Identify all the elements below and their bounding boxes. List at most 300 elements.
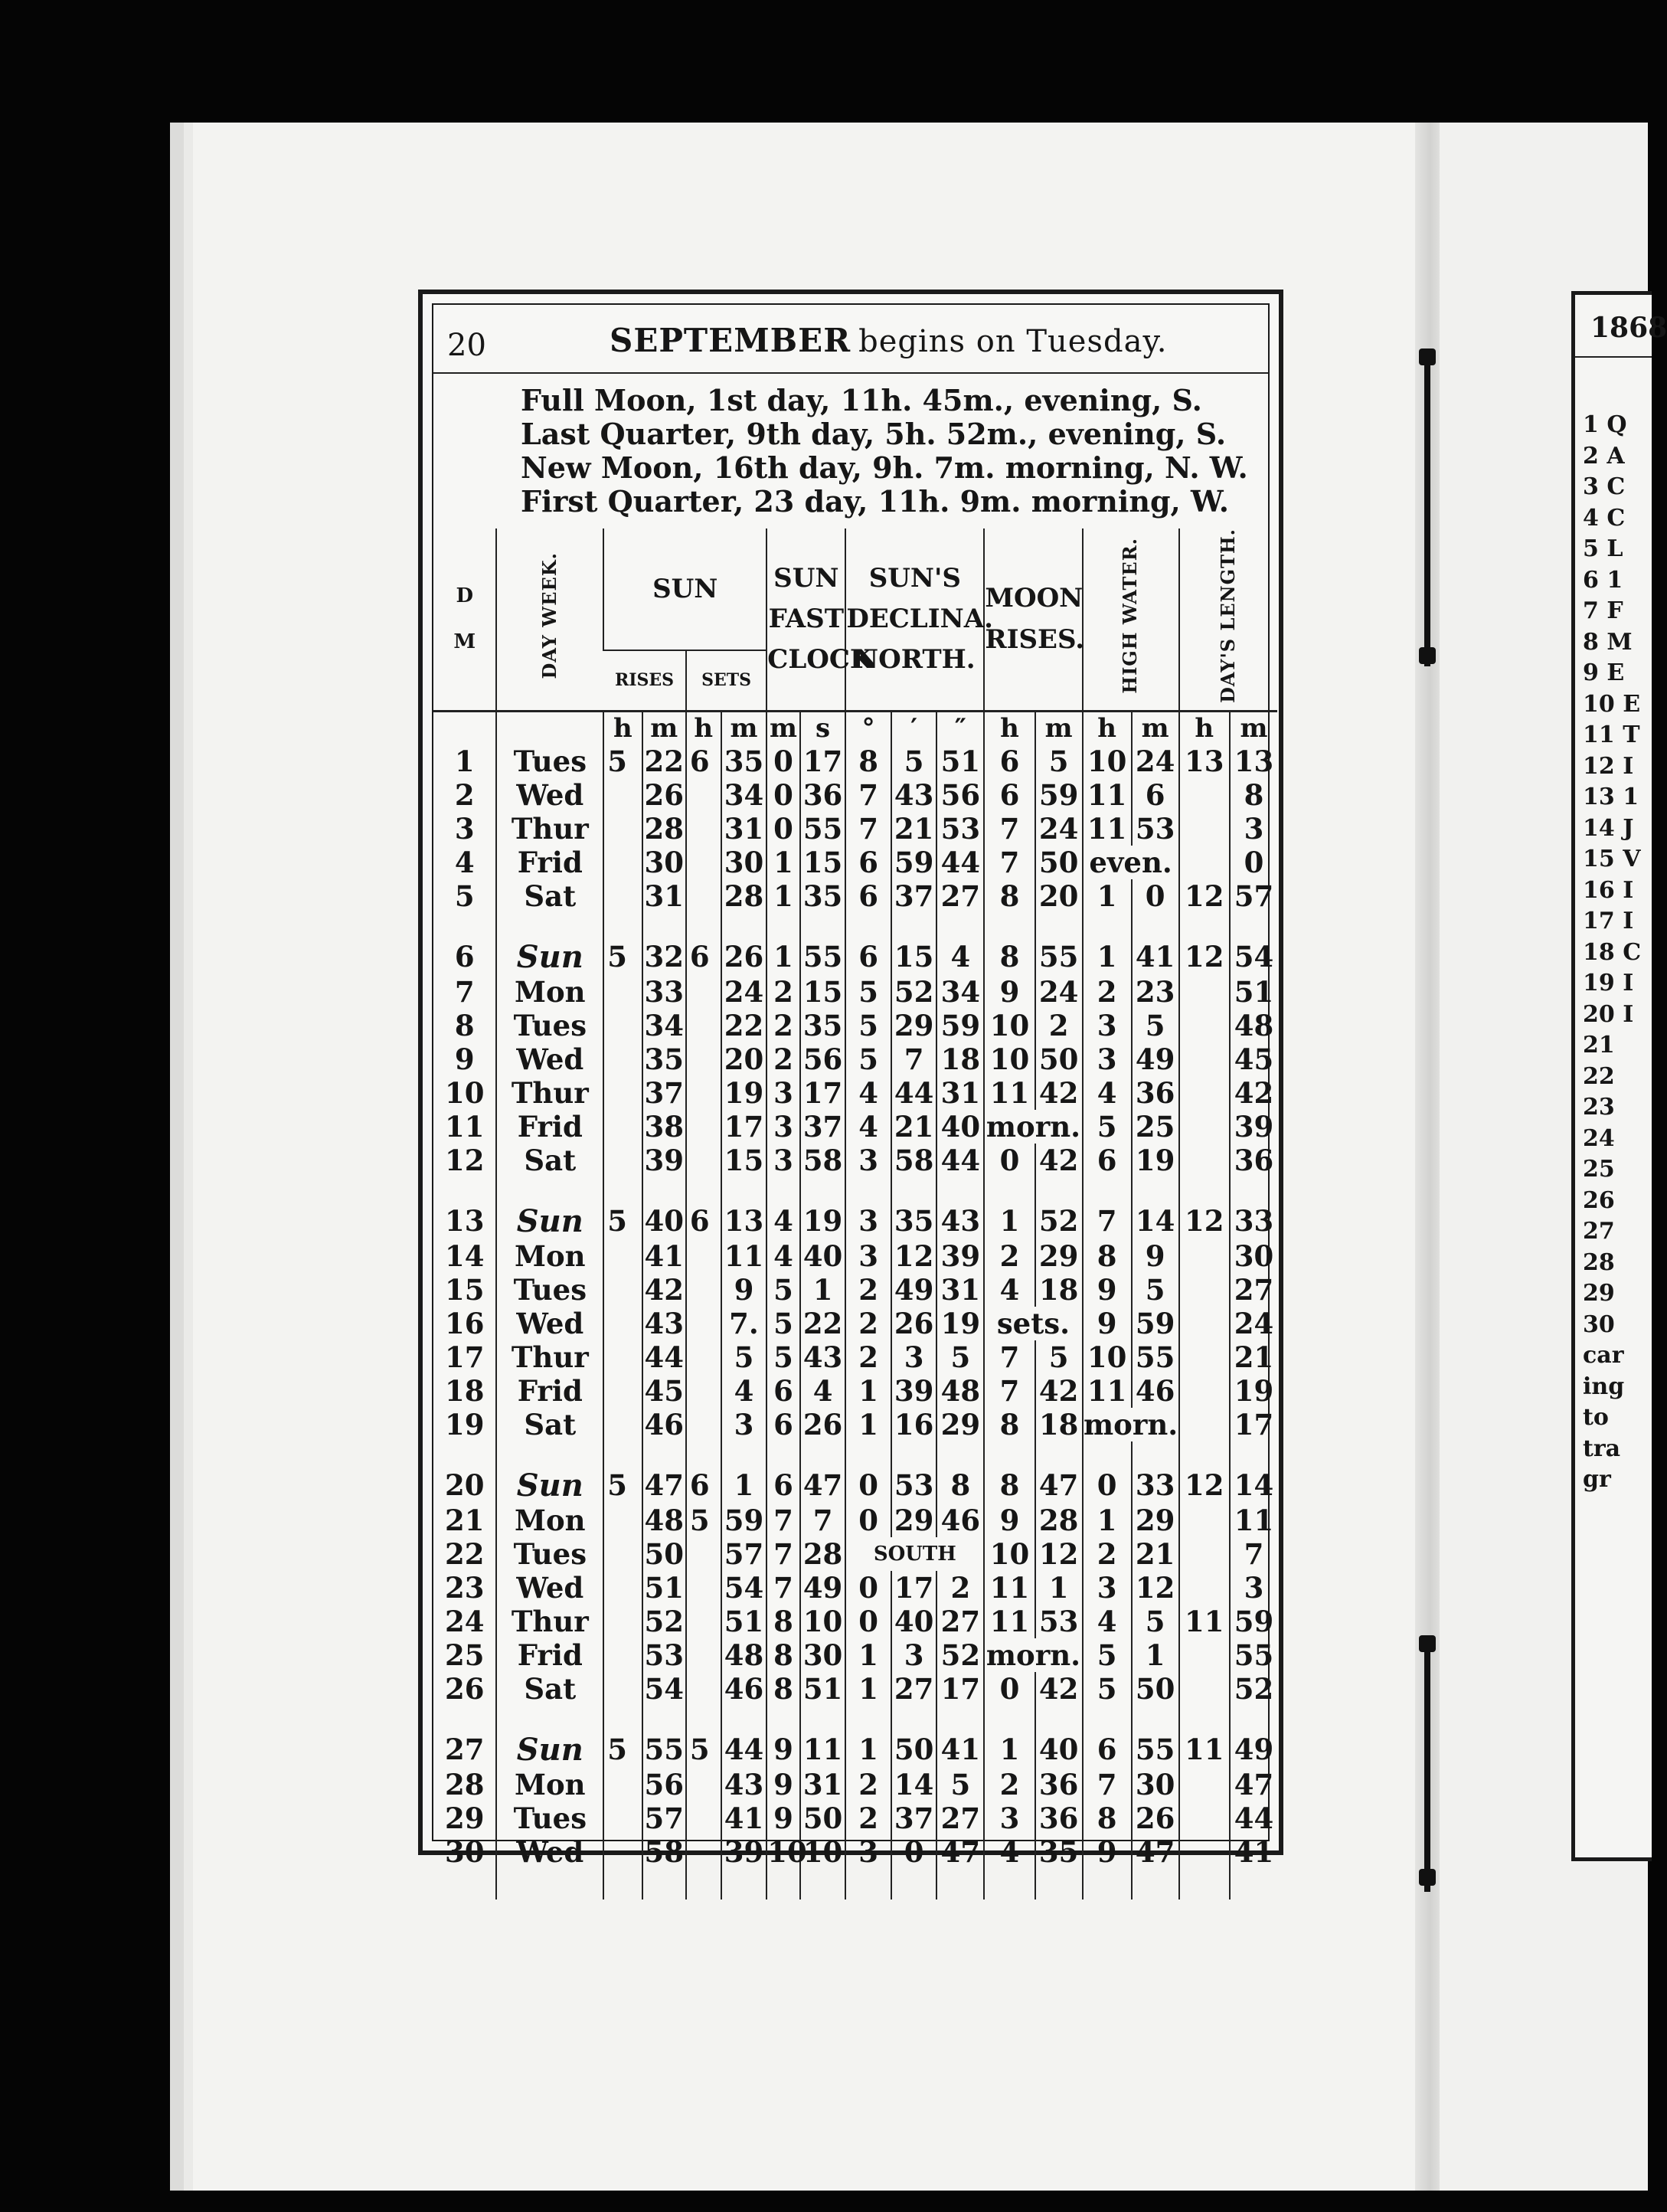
declination-min-cell: 5 xyxy=(891,744,937,778)
right-page-fragment: 10 E xyxy=(1583,690,1641,718)
day-length-m-cell: 51 xyxy=(1230,975,1277,1009)
unit-cell: s xyxy=(800,711,846,744)
sun-rise-m-cell: 32 xyxy=(642,939,686,975)
high-water-m-cell: 36 xyxy=(1132,1076,1179,1110)
moon-rise-h-cell: 10 xyxy=(984,1537,1035,1571)
sun-set-m-cell: 19 xyxy=(721,1076,767,1110)
day-length-h-cell xyxy=(1179,1076,1230,1110)
day-length-m-cell: 3 xyxy=(1230,1571,1277,1605)
sun-set-m-cell: 9 xyxy=(721,1273,767,1307)
sun-fast-s-cell: 30 xyxy=(800,1638,846,1672)
sun-rise-m-cell: 40 xyxy=(642,1203,686,1239)
day-length-m-cell: 41 xyxy=(1230,1835,1277,1869)
gap-cell xyxy=(496,1706,603,1732)
sun-fast-s-cell: 31 xyxy=(800,1768,846,1801)
gap-cell xyxy=(984,913,1035,939)
sun-fast-m-cell: 5 xyxy=(766,1273,800,1307)
high-water-m-cell: 5 xyxy=(1132,1605,1179,1638)
moon-rise-m-cell: 5 xyxy=(1035,744,1083,778)
binding-knot xyxy=(1419,348,1436,365)
sun-set-h-cell xyxy=(686,1768,721,1801)
right-page-fragment: 4 C xyxy=(1583,504,1626,532)
sun-fast-s-cell: 35 xyxy=(800,1009,846,1042)
unit-cell: h xyxy=(1083,711,1132,744)
declination-sec-cell: 18 xyxy=(936,1042,984,1076)
sun-rise-h-cell xyxy=(603,1144,642,1177)
sun-fast-s-cell: 22 xyxy=(800,1307,846,1340)
gap-cell xyxy=(984,1441,1035,1468)
declination-deg-cell: 7 xyxy=(845,778,891,812)
unit-cell xyxy=(496,711,603,744)
sun-set-m-cell: 28 xyxy=(721,879,767,913)
table-row xyxy=(433,1110,1277,1144)
day-of-week-cell: Sun xyxy=(496,939,603,975)
declination-min-cell: 29 xyxy=(891,1504,937,1537)
declination-deg-cell: 5 xyxy=(845,1009,891,1042)
sun-set-m-cell: 20 xyxy=(721,1042,767,1076)
gap-cell xyxy=(686,1441,721,1468)
declination-deg-cell: 2 xyxy=(845,1340,891,1374)
declination-deg-cell: 0 xyxy=(845,1605,891,1638)
day-length-m-cell: 30 xyxy=(1230,1239,1277,1273)
day-of-month-cell: 25 xyxy=(444,1638,485,1672)
moon-rise-m-cell: 40 xyxy=(1035,1732,1083,1768)
sun-set-m-cell: 22 xyxy=(721,1009,767,1042)
moon-rise-h-cell: 3 xyxy=(984,1801,1035,1835)
sun-set-m-cell: 43 xyxy=(721,1768,767,1801)
day-of-month-cell: 16 xyxy=(444,1306,485,1340)
binding-thread xyxy=(1424,360,1430,666)
unit-cell: h xyxy=(686,711,721,744)
day-of-week-cell: Sun xyxy=(496,1468,603,1504)
declination-deg-cell: 4 xyxy=(845,1076,891,1110)
moon-rise-m-cell: 52 xyxy=(1035,1203,1083,1239)
day-of-month-cell: 28 xyxy=(444,1767,485,1801)
sun-rise-h-cell xyxy=(603,1374,642,1408)
sun-set-h-cell xyxy=(686,1076,721,1110)
day-of-week-cell: Wed xyxy=(496,778,603,812)
day-length-h-cell xyxy=(1179,1835,1230,1869)
sun-set-h-cell xyxy=(686,1239,721,1273)
sun-set-m-cell: 54 xyxy=(721,1571,767,1605)
sun-fast-s-cell: 43 xyxy=(800,1340,846,1374)
right-page-fragment: to xyxy=(1583,1404,1609,1431)
sun-rise-h-cell: 5 xyxy=(603,1732,642,1768)
high-water-h-cell: 5 xyxy=(1083,1110,1132,1144)
table-row xyxy=(433,1732,1277,1768)
sun-rise-h-cell xyxy=(603,1504,642,1537)
gap-cell xyxy=(721,1441,767,1468)
moon-rise-m-cell: 42 xyxy=(1035,1144,1083,1177)
header-moon-line1: MOON xyxy=(985,583,1084,614)
sun-fast-m-cell: 9 xyxy=(766,1732,800,1768)
sun-set-h-cell xyxy=(686,778,721,812)
moon-rise-h-cell: 11 xyxy=(984,1076,1035,1110)
moon-rise-h-cell: 8 xyxy=(984,1408,1035,1441)
table-header-row xyxy=(433,528,1277,650)
day-of-month-cell: 23 xyxy=(444,1570,485,1605)
gap-cell xyxy=(766,1706,800,1732)
sun-rise-m-cell: 22 xyxy=(642,744,686,778)
sun-rise-m-cell: 39 xyxy=(642,1144,686,1177)
gap-cell xyxy=(433,1177,496,1203)
day-length-h-cell xyxy=(1179,1801,1230,1835)
right-page-fragment: 14 J xyxy=(1583,814,1634,842)
sun-set-h-cell xyxy=(686,1307,721,1340)
sun-set-h-cell xyxy=(686,1571,721,1605)
sun-rise-h-cell xyxy=(603,1408,642,1441)
sun-set-m-cell: 5 xyxy=(721,1340,767,1374)
day-length-m-cell: 42 xyxy=(1230,1076,1277,1110)
gap-cell xyxy=(845,1441,891,1468)
day-length-h-cell xyxy=(1179,1239,1230,1273)
sun-fast-m-cell: 6 xyxy=(766,1374,800,1408)
day-of-week-cell: Frid xyxy=(496,1638,603,1672)
sun-set-m-cell: 15 xyxy=(721,1144,767,1177)
day-of-month-cell: 14 xyxy=(444,1239,485,1273)
right-page-almanac xyxy=(1571,291,1667,1861)
filler-cell xyxy=(603,1869,642,1900)
declination-min-cell: 21 xyxy=(891,1110,937,1144)
high-water-m-cell: 26 xyxy=(1132,1801,1179,1835)
high-water-h-cell: 11 xyxy=(1083,812,1132,846)
day-of-month-cell: 8 xyxy=(454,1008,475,1042)
high-water-h-cell: 4 xyxy=(1083,1076,1132,1110)
sun-set-m-cell: 44 xyxy=(721,1732,767,1768)
day-of-month-cell: 10 xyxy=(444,1075,485,1110)
gap-cell xyxy=(891,1706,937,1732)
day-length-h-cell: 12 xyxy=(1179,1468,1230,1504)
declination-deg-cell: 1 xyxy=(845,1374,891,1408)
gap-cell xyxy=(1230,1706,1277,1732)
declination-deg-cell: 3 xyxy=(845,1835,891,1869)
high-water-m-cell: 0 xyxy=(1132,879,1179,913)
binding-knot xyxy=(1419,647,1436,664)
high-water-m-cell: 5 xyxy=(1132,1273,1179,1307)
declination-sec-cell: 8 xyxy=(936,1468,984,1504)
high-water-h-cell: 9 xyxy=(1083,1835,1132,1869)
sun-rise-m-cell: 44 xyxy=(642,1340,686,1374)
sun-fast-s-cell: 58 xyxy=(800,1144,846,1177)
moon-phase-last-quarter: Last Quarter, 9th day, 5h. 52m., evening, S. xyxy=(521,417,1227,451)
declination-sec-cell: 27 xyxy=(936,879,984,913)
sun-set-m-cell: 46 xyxy=(721,1672,767,1706)
sun-fast-s-cell: 49 xyxy=(800,1571,846,1605)
sun-fast-s-cell: 36 xyxy=(800,778,846,812)
sun-fast-s-cell: 56 xyxy=(800,1042,846,1076)
day-length-h-cell xyxy=(1179,1638,1230,1672)
day-length-h-cell: 11 xyxy=(1179,1605,1230,1638)
day-of-week-cell: Sat xyxy=(496,1144,603,1177)
gap-cell xyxy=(845,1177,891,1203)
sun-rise-m-cell: 46 xyxy=(642,1408,686,1441)
right-page-fragment: 22 xyxy=(1583,1062,1615,1090)
unit-cell: m xyxy=(1132,711,1179,744)
gap-cell xyxy=(1083,1441,1132,1468)
sun-set-h-cell xyxy=(686,1408,721,1441)
units-row xyxy=(433,711,1277,744)
day-of-week-cell: Wed xyxy=(496,1307,603,1340)
gap-cell xyxy=(496,1441,603,1468)
day-of-week-cell: Tues xyxy=(496,1273,603,1307)
sun-fast-m-cell: 7 xyxy=(766,1504,800,1537)
filler-cell xyxy=(1035,1869,1083,1900)
declination-min-cell: 7 xyxy=(891,1042,937,1076)
gap-cell xyxy=(984,1177,1035,1203)
day-length-h-cell xyxy=(1179,1672,1230,1706)
table-row xyxy=(433,1768,1277,1801)
declination-deg-cell: 2 xyxy=(845,1801,891,1835)
unit-cell xyxy=(433,711,496,744)
sun-fast-s-cell: 17 xyxy=(800,744,846,778)
filler-cell xyxy=(1230,1869,1277,1900)
gap-cell xyxy=(1035,1177,1083,1203)
gap-cell xyxy=(1132,913,1179,939)
sun-rise-m-cell: 26 xyxy=(642,778,686,812)
sun-set-h-cell: 5 xyxy=(686,1504,721,1537)
table-row xyxy=(433,1009,1277,1042)
day-of-week-cell: Wed xyxy=(496,1571,603,1605)
moon-rise-m-cell: 28 xyxy=(1035,1504,1083,1537)
moon-rise-h-cell: 4 xyxy=(984,1273,1035,1307)
right-page-fragment: 29 xyxy=(1583,1280,1615,1307)
moon-rise-h-cell: 2 xyxy=(984,1768,1035,1801)
day-length-m-cell: 17 xyxy=(1230,1408,1277,1441)
table-row xyxy=(433,1408,1277,1441)
table-row xyxy=(433,1537,1277,1571)
declination-deg-cell: 2 xyxy=(845,1273,891,1307)
day-of-week-cell: Sun xyxy=(496,1203,603,1239)
sun-rise-m-cell: 58 xyxy=(642,1835,686,1869)
moon-rise-m-cell: 12 xyxy=(1035,1537,1083,1571)
high-water-h-cell: 1 xyxy=(1083,879,1132,913)
sun-rise-h-cell xyxy=(603,1835,642,1869)
gap-cell xyxy=(433,1706,496,1732)
gap-cell xyxy=(1083,913,1132,939)
high-water-m-cell: 6 xyxy=(1132,778,1179,812)
declination-min-cell: 39 xyxy=(891,1374,937,1408)
gap-cell xyxy=(891,913,937,939)
sun-set-m-cell: 24 xyxy=(721,975,767,1009)
day-of-week-cell: Frid xyxy=(496,1374,603,1408)
header-sun-fast-line3: CLOCK xyxy=(767,643,873,675)
sun-rise-h-cell xyxy=(603,1076,642,1110)
day-of-month-cell: 24 xyxy=(444,1604,485,1638)
sun-fast-m-cell: 0 xyxy=(766,778,800,812)
moon-rise-h-cell: 11 xyxy=(984,1571,1035,1605)
unit-cell: h xyxy=(603,711,642,744)
day-of-week-cell: Wed xyxy=(496,1042,603,1076)
right-page-fragment: 9 E xyxy=(1583,659,1625,686)
day-length-m-cell: 8 xyxy=(1230,778,1277,812)
day-length-h-cell xyxy=(1179,812,1230,846)
gap-cell xyxy=(603,1706,642,1732)
sun-set-h-cell xyxy=(686,846,721,879)
sun-set-h-cell: 6 xyxy=(686,1468,721,1504)
right-page-fragment: 18 C xyxy=(1583,938,1642,966)
moon-rise-h-cell: 7 xyxy=(984,1340,1035,1374)
sun-rise-h-cell xyxy=(603,1273,642,1307)
page-number: 20 xyxy=(447,328,486,363)
high-water-h-cell: 2 xyxy=(1083,975,1132,1009)
day-of-week-cell: Thur xyxy=(496,812,603,846)
sun-fast-s-cell: 26 xyxy=(800,1408,846,1441)
declination-deg-cell: 1 xyxy=(845,1672,891,1706)
day-length-h-cell: 12 xyxy=(1179,939,1230,975)
gap-cell xyxy=(766,1441,800,1468)
filler-cell xyxy=(433,1869,496,1900)
day-of-week-cell: Frid xyxy=(496,846,603,879)
table-row xyxy=(433,1273,1277,1307)
day-length-m-cell: 48 xyxy=(1230,1009,1277,1042)
sun-fast-s-cell: 19 xyxy=(800,1203,846,1239)
declination-min-cell: 16 xyxy=(891,1408,937,1441)
filler-cell xyxy=(984,1869,1035,1900)
high-water-m-cell: 30 xyxy=(1132,1768,1179,1801)
binding-thread xyxy=(1424,1647,1430,1892)
table-row xyxy=(433,939,1277,975)
sun-rise-m-cell: 38 xyxy=(642,1110,686,1144)
sun-set-h-cell xyxy=(686,1009,721,1042)
sun-fast-s-cell: 4 xyxy=(800,1374,846,1408)
declination-deg-cell: 3 xyxy=(845,1239,891,1273)
moon-phase-first-quarter: First Quarter, 23 day, 11h. 9m. morning, W. xyxy=(521,484,1229,519)
filler-cell xyxy=(845,1869,891,1900)
moon-rise-h-cell: 6 xyxy=(984,778,1035,812)
moon-rise-m-cell: 42 xyxy=(1035,1374,1083,1408)
sun-fast-m-cell: 1 xyxy=(766,846,800,879)
day-of-month-cell: 6 xyxy=(454,940,475,974)
sun-set-m-cell: 7. xyxy=(721,1307,767,1340)
day-length-m-cell: 24 xyxy=(1230,1307,1277,1340)
declination-min-cell: 58 xyxy=(891,1144,937,1177)
gap-cell xyxy=(1035,1441,1083,1468)
day-length-h-cell xyxy=(1179,1340,1230,1374)
sun-set-m-cell: 17 xyxy=(721,1110,767,1144)
sun-fast-s-cell: 47 xyxy=(800,1468,846,1504)
binding-knot xyxy=(1419,1635,1436,1652)
day-length-m-cell: 27 xyxy=(1230,1273,1277,1307)
right-page-fragment: tra xyxy=(1583,1435,1621,1462)
sun-set-h-cell xyxy=(686,1537,721,1571)
day-of-month-cell: 1 xyxy=(454,744,475,778)
day-length-m-cell: 59 xyxy=(1230,1605,1277,1638)
day-length-h-cell: 13 xyxy=(1179,744,1230,778)
right-page-fragment: 19 I xyxy=(1583,970,1634,996)
high-water-m-cell: 21 xyxy=(1132,1537,1179,1571)
sun-rise-h-cell xyxy=(603,778,642,812)
high-water-m-cell: 25 xyxy=(1132,1110,1179,1144)
sun-fast-m-cell: 3 xyxy=(766,1110,800,1144)
sun-fast-m-cell: 9 xyxy=(766,1768,800,1801)
day-length-m-cell: 52 xyxy=(1230,1672,1277,1706)
gap-cell xyxy=(603,913,642,939)
sun-rise-m-cell: 37 xyxy=(642,1076,686,1110)
gap-cell xyxy=(936,1706,984,1732)
moon-rise-h-cell: 11 xyxy=(984,1605,1035,1638)
sun-fast-m-cell: 6 xyxy=(766,1408,800,1441)
sun-rise-m-cell: 41 xyxy=(642,1239,686,1273)
moon-rise-h-cell: 0 xyxy=(984,1144,1035,1177)
right-page-fragment: ing xyxy=(1583,1373,1625,1400)
sun-fast-s-cell: 10 xyxy=(800,1605,846,1638)
sun-set-m-cell: 30 xyxy=(721,846,767,879)
sun-fast-m-cell: 0 xyxy=(766,812,800,846)
sun-fast-s-cell: 10 xyxy=(800,1835,846,1869)
sun-set-h-cell xyxy=(686,1835,721,1869)
sun-set-m-cell: 1 xyxy=(721,1468,767,1504)
declination-sec-cell: 41 xyxy=(936,1732,984,1768)
right-page-fragment: 6 1 xyxy=(1583,566,1623,594)
day-length-m-cell: 0 xyxy=(1230,846,1277,879)
right-page-fragment: 27 xyxy=(1583,1218,1615,1245)
declination-min-cell: 37 xyxy=(891,1801,937,1835)
day-of-month-cell: 13 xyxy=(444,1204,485,1239)
declination-min-cell: 49 xyxy=(891,1273,937,1307)
moon-rise-m-cell: 1 xyxy=(1035,1571,1083,1605)
filler-cell xyxy=(496,1869,603,1900)
gap-cell xyxy=(800,1177,846,1203)
sun-set-h-cell: 5 xyxy=(686,1732,721,1768)
right-page-fragment: car xyxy=(1583,1342,1624,1369)
sun-rise-h-cell xyxy=(603,1340,642,1374)
declination-deg-cell: 0 xyxy=(845,1468,891,1504)
unit-cell: m xyxy=(721,711,767,744)
declination-sec-cell: 31 xyxy=(936,1273,984,1307)
sun-rise-h-cell xyxy=(603,846,642,879)
day-length-m-cell: 54 xyxy=(1230,939,1277,975)
month-subtitle: begins on Tuesday. xyxy=(858,324,1168,359)
declination-min-cell: 59 xyxy=(891,846,937,879)
sun-set-m-cell: 26 xyxy=(721,939,767,975)
header-day-week: DAY WEEK. xyxy=(496,528,603,711)
moon-phase-full: Full Moon, 1st day, 11h. 45m., evening, S. xyxy=(521,383,1202,417)
gap-cell xyxy=(642,1177,686,1203)
declination-deg-cell: 3 xyxy=(845,1144,891,1177)
day-of-month-cell: 17 xyxy=(444,1340,485,1374)
gap-cell xyxy=(603,1441,642,1468)
sun-set-h-cell xyxy=(686,1672,721,1706)
gap-cell xyxy=(1083,1177,1132,1203)
sun-fast-m-cell: 1 xyxy=(766,879,800,913)
sun-fast-m-cell: 8 xyxy=(766,1672,800,1706)
sun-set-h-cell xyxy=(686,1273,721,1307)
high-water-m-cell: 24 xyxy=(1132,744,1179,778)
gap-cell xyxy=(433,1441,496,1468)
moon-rise-h-cell: 8 xyxy=(984,1468,1035,1504)
sun-set-h-cell xyxy=(686,1801,721,1835)
day-length-h-cell xyxy=(1179,1571,1230,1605)
sun-fast-m-cell: 7 xyxy=(766,1571,800,1605)
high-water-h-cell: 7 xyxy=(1083,1768,1132,1801)
day-length-m-cell: 13 xyxy=(1230,744,1277,778)
moon-rise-h-cell: 7 xyxy=(984,812,1035,846)
day-of-week-cell: Tues xyxy=(496,1537,603,1571)
moon-rise-m-cell: 18 xyxy=(1035,1273,1083,1307)
high-water-m-cell: 55 xyxy=(1132,1732,1179,1768)
filler-cell xyxy=(1132,1869,1179,1900)
sun-fast-m-cell: 3 xyxy=(766,1076,800,1110)
table-row xyxy=(433,1307,1277,1340)
sun-fast-m-cell: 3 xyxy=(766,1144,800,1177)
header-sun: SUN xyxy=(603,528,766,650)
declination-sec-cell: 53 xyxy=(936,812,984,846)
sun-set-m-cell: 41 xyxy=(721,1801,767,1835)
right-page-fragment: 15 V xyxy=(1583,846,1641,872)
sun-fast-s-cell: 55 xyxy=(800,939,846,975)
day-of-week-cell: Thur xyxy=(496,1076,603,1110)
high-water-h-cell: 6 xyxy=(1083,1144,1132,1177)
